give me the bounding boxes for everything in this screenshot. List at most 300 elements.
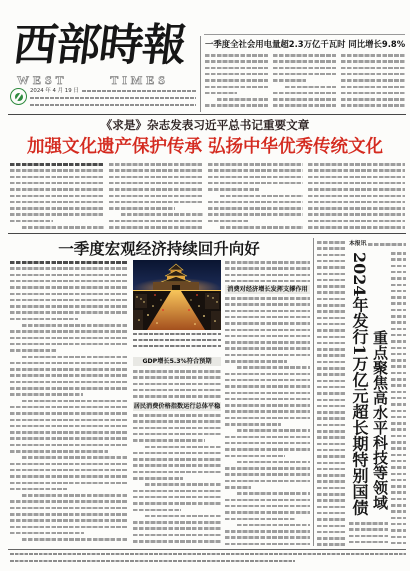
text-line xyxy=(308,213,405,216)
text-line xyxy=(391,271,406,274)
text-line xyxy=(391,403,406,406)
text-line xyxy=(273,104,336,107)
text-line xyxy=(308,207,405,210)
issue-date: 2024 年 4 月 19 日 xyxy=(30,88,79,94)
text-line xyxy=(341,60,405,63)
text-line xyxy=(10,305,128,308)
text-line xyxy=(10,220,53,223)
text-line xyxy=(133,414,221,417)
text-line xyxy=(341,92,405,95)
text-line xyxy=(133,370,221,373)
lead-story-kicker: 《求是》杂志发表习近平总书记重要文章 xyxy=(100,118,310,132)
text-line xyxy=(133,452,221,455)
text-line xyxy=(205,104,268,107)
economy-body-col-b-2 xyxy=(133,414,221,546)
section-rule xyxy=(8,233,406,234)
text-line xyxy=(317,247,345,250)
text-line xyxy=(10,188,104,191)
text-line xyxy=(391,422,406,425)
text-line xyxy=(145,446,221,449)
masthead-english-title: WEST TIMES xyxy=(17,73,169,87)
text-line xyxy=(308,169,405,172)
text-line xyxy=(317,348,345,351)
text-line xyxy=(391,485,406,488)
text-line xyxy=(225,373,310,376)
text-line xyxy=(205,67,268,70)
text-line xyxy=(10,368,128,371)
text-line xyxy=(317,279,345,282)
text-line xyxy=(10,393,83,396)
text-line xyxy=(285,86,336,89)
text-line xyxy=(317,499,345,502)
text-line xyxy=(391,536,406,539)
text-line xyxy=(317,399,345,402)
text-line xyxy=(225,267,310,270)
text-line xyxy=(317,354,345,357)
text-line xyxy=(145,483,221,486)
brief-top-rule xyxy=(204,34,405,35)
text-line xyxy=(225,310,310,313)
issue-meta xyxy=(30,88,196,108)
text-line xyxy=(317,405,345,408)
text-line xyxy=(10,286,128,289)
text-line xyxy=(317,392,345,395)
text-line xyxy=(317,455,345,458)
text-line xyxy=(225,398,310,401)
text-line xyxy=(10,349,57,352)
text-line xyxy=(391,428,406,431)
text-line xyxy=(317,487,345,490)
text-line xyxy=(10,207,104,210)
issue-date-row xyxy=(30,88,196,94)
text-line xyxy=(391,391,406,394)
masthead-bottom-rule xyxy=(8,114,406,115)
text-line xyxy=(273,54,336,57)
text-line xyxy=(308,226,405,229)
text-line xyxy=(391,410,406,413)
text-line xyxy=(341,104,405,107)
text-line xyxy=(10,513,128,516)
text-line xyxy=(391,529,406,532)
newspaper-logo-icon xyxy=(10,88,27,105)
text-line xyxy=(10,374,128,377)
text-line xyxy=(10,176,104,179)
text-line xyxy=(317,443,345,446)
text-line xyxy=(308,176,405,179)
text-line xyxy=(10,213,104,216)
bond-body-col-left xyxy=(317,241,345,546)
text-line xyxy=(10,299,128,302)
text-line xyxy=(10,553,406,555)
text-line xyxy=(349,541,388,544)
text-line xyxy=(391,460,406,463)
text-line xyxy=(10,507,128,510)
text-line xyxy=(205,79,268,82)
text-line xyxy=(317,480,345,483)
economy-body-col-a xyxy=(10,261,128,546)
text-line xyxy=(391,517,406,520)
footer-rule xyxy=(8,549,406,550)
text-line xyxy=(10,337,128,340)
text-line xyxy=(10,381,128,384)
text-line xyxy=(22,356,128,359)
text-line xyxy=(349,522,388,525)
text-line xyxy=(225,448,310,451)
text-line xyxy=(317,310,345,313)
text-line xyxy=(22,324,128,327)
lead-story-body-col-4 xyxy=(308,163,405,229)
lead-story-headline: 加强文化遗产保护传承 弘扬中华优秀传统文化 xyxy=(26,137,384,157)
text-line xyxy=(317,367,345,370)
text-line xyxy=(10,532,84,535)
text-line xyxy=(225,499,310,502)
text-line xyxy=(341,98,405,101)
economy-story-headline: 一季度宏观经济持续回升向好 xyxy=(58,239,260,258)
economy-body-col-c-2 xyxy=(225,297,310,546)
text-line xyxy=(208,188,259,191)
text-line xyxy=(22,226,104,229)
text-line xyxy=(109,182,203,185)
text-line xyxy=(341,67,405,70)
text-line xyxy=(317,436,345,439)
text-line xyxy=(225,280,310,283)
text-line xyxy=(10,463,128,466)
text-line xyxy=(109,169,203,172)
text-line xyxy=(133,395,221,398)
text-line xyxy=(225,480,310,483)
text-line xyxy=(317,531,345,534)
column-divider xyxy=(313,238,314,546)
text-line xyxy=(317,386,345,389)
text-line xyxy=(109,195,203,198)
text-line xyxy=(317,525,345,528)
text-line xyxy=(225,473,310,476)
text-line xyxy=(391,365,406,368)
text-line xyxy=(225,543,310,546)
text-line xyxy=(10,419,128,422)
text-line xyxy=(317,298,345,301)
text-line xyxy=(391,441,406,444)
text-line xyxy=(10,475,128,478)
text-line xyxy=(109,163,203,166)
text-line xyxy=(341,86,405,89)
text-line xyxy=(109,201,203,204)
text-line xyxy=(10,267,128,270)
text-line xyxy=(391,454,406,457)
text-line xyxy=(391,416,406,419)
text-line xyxy=(237,461,310,464)
text-line xyxy=(308,182,405,185)
photo-image xyxy=(133,260,221,330)
text-line xyxy=(10,519,128,522)
text-line xyxy=(317,266,345,269)
masthead-title: 西部時報 xyxy=(10,20,189,71)
text-line xyxy=(10,500,128,503)
issue-meta-line xyxy=(82,90,196,92)
text-line xyxy=(308,220,405,223)
text-line xyxy=(317,285,345,288)
text-line xyxy=(391,252,406,255)
text-line xyxy=(10,163,104,166)
text-line xyxy=(225,303,310,306)
text-line xyxy=(225,354,310,357)
text-line xyxy=(317,254,345,257)
text-line xyxy=(391,334,406,337)
text-line xyxy=(133,439,205,442)
text-line xyxy=(225,505,310,508)
text-line xyxy=(133,339,221,341)
text-line xyxy=(317,260,345,263)
text-line xyxy=(317,468,345,471)
text-line xyxy=(205,60,268,63)
text-line xyxy=(225,417,310,420)
text-line xyxy=(341,54,405,57)
text-line xyxy=(317,373,345,376)
text-line xyxy=(208,220,248,223)
text-line xyxy=(391,498,406,501)
text-line xyxy=(225,316,310,319)
text-line xyxy=(208,213,303,216)
lead-story-body-col-3 xyxy=(208,163,303,229)
text-line xyxy=(10,343,128,346)
text-line xyxy=(317,342,345,345)
text-line xyxy=(391,466,406,469)
masthead-divider xyxy=(200,36,201,112)
text-line xyxy=(133,540,221,543)
text-line xyxy=(220,195,303,198)
text-line xyxy=(317,273,345,276)
text-line xyxy=(10,169,104,172)
issue-meta-line xyxy=(30,104,196,106)
text-line xyxy=(133,333,221,335)
economy-subhead-consumption: 消费对经济增长发挥支撑作用 xyxy=(225,285,310,294)
text-line xyxy=(208,207,303,210)
text-line xyxy=(391,473,406,476)
text-line xyxy=(133,496,221,499)
text-line xyxy=(10,387,128,390)
text-line xyxy=(317,241,345,244)
text-line xyxy=(208,163,303,166)
text-line xyxy=(225,536,310,539)
text-line xyxy=(10,318,78,321)
bond-body-under-headline xyxy=(349,522,388,546)
text-line xyxy=(10,482,128,485)
text-line xyxy=(208,169,303,172)
brief-body-col-3 xyxy=(341,54,405,112)
text-line xyxy=(133,427,221,430)
text-line xyxy=(317,291,345,294)
text-line xyxy=(10,437,128,440)
text-line xyxy=(109,207,175,210)
text-line xyxy=(225,341,310,344)
text-line xyxy=(368,243,406,246)
text-line xyxy=(308,163,405,166)
text-line xyxy=(391,309,406,312)
text-line xyxy=(225,486,251,489)
text-line xyxy=(225,274,310,277)
footer-info xyxy=(10,553,406,566)
text-line xyxy=(391,435,406,438)
issue-meta-row xyxy=(30,102,196,108)
text-line xyxy=(10,450,108,453)
text-line xyxy=(10,274,128,277)
bond-headline-sub: 重点聚焦高水平科技等领域 xyxy=(371,330,389,510)
text-line xyxy=(391,353,406,356)
text-line xyxy=(225,404,310,407)
text-line xyxy=(10,261,128,264)
text-line xyxy=(10,406,128,409)
text-line xyxy=(133,534,221,537)
text-line xyxy=(225,329,310,332)
text-line xyxy=(391,372,406,375)
text-line xyxy=(10,425,128,428)
text-line xyxy=(225,436,310,439)
text-line xyxy=(133,420,221,423)
text-line xyxy=(10,182,104,185)
text-line xyxy=(133,376,221,379)
bond-headline-main: 2024年发行1万亿元超长期特别国债 xyxy=(350,252,369,516)
brief-body-col-2 xyxy=(273,54,336,112)
text-line xyxy=(317,424,345,427)
text-line xyxy=(391,296,406,299)
text-line xyxy=(391,328,406,331)
text-line xyxy=(208,201,303,204)
text-line xyxy=(10,526,128,529)
text-line xyxy=(225,261,310,264)
text-line xyxy=(225,530,310,533)
text-line xyxy=(391,479,406,482)
text-line xyxy=(391,321,406,324)
text-line xyxy=(273,73,336,76)
text-line xyxy=(317,317,345,320)
text-line xyxy=(205,73,268,76)
economy-body-col-b-1 xyxy=(133,370,221,400)
text-line xyxy=(308,195,405,198)
text-line xyxy=(225,423,281,426)
text-line xyxy=(237,366,310,369)
text-line xyxy=(225,455,285,458)
text-line xyxy=(308,201,405,204)
text-line xyxy=(10,412,128,415)
text-line xyxy=(109,226,203,229)
text-line xyxy=(133,490,221,493)
text-line xyxy=(317,474,345,477)
text-line xyxy=(225,347,310,350)
text-line xyxy=(217,98,268,101)
text-line xyxy=(349,528,388,531)
text-line xyxy=(133,471,221,474)
text-line xyxy=(208,182,303,185)
text-line xyxy=(273,67,336,70)
text-line xyxy=(391,447,406,450)
text-line xyxy=(10,431,128,434)
text-line xyxy=(391,359,406,362)
text-line xyxy=(273,60,336,63)
text-line xyxy=(237,429,310,432)
text-line xyxy=(225,379,310,382)
text-line xyxy=(133,521,221,524)
text-line xyxy=(205,92,237,95)
text-line xyxy=(317,329,345,332)
text-line xyxy=(237,524,310,527)
text-line xyxy=(391,315,406,318)
text-line xyxy=(225,442,310,445)
text-line xyxy=(391,347,406,350)
text-line xyxy=(225,297,310,300)
text-line xyxy=(391,504,406,507)
lead-story-body-col-2 xyxy=(109,163,203,229)
text-line xyxy=(237,492,310,495)
text-line xyxy=(10,444,128,447)
text-line xyxy=(317,361,345,364)
text-line xyxy=(22,494,128,497)
text-line xyxy=(273,92,336,95)
text-line xyxy=(317,506,345,509)
economy-subhead-cpi: 居民消费价格指数运行总体平稳 xyxy=(133,403,221,410)
text-line xyxy=(317,518,345,521)
text-line xyxy=(317,512,345,515)
text-line xyxy=(391,302,406,305)
text-line xyxy=(391,265,406,268)
text-line xyxy=(10,280,128,283)
text-line xyxy=(220,226,303,229)
text-line xyxy=(133,464,221,467)
text-line xyxy=(10,469,128,472)
text-line xyxy=(22,538,128,541)
lead-story-body-col-1 xyxy=(10,163,104,229)
economy-body-col-c-1 xyxy=(225,261,310,283)
text-line xyxy=(317,493,345,496)
text-line xyxy=(391,523,406,526)
text-line xyxy=(145,515,221,518)
text-line xyxy=(22,400,128,403)
text-line xyxy=(317,417,345,420)
text-line xyxy=(317,304,345,307)
text-line xyxy=(109,220,203,223)
text-line xyxy=(391,258,406,261)
text-line xyxy=(317,543,345,546)
text-line xyxy=(349,535,388,538)
text-line xyxy=(391,510,406,513)
text-line xyxy=(133,477,183,480)
text-line xyxy=(109,176,203,179)
text-line xyxy=(317,449,345,452)
issue-meta-line xyxy=(30,97,196,99)
text-line xyxy=(10,488,67,491)
text-line xyxy=(308,188,405,191)
text-line xyxy=(225,518,296,521)
text-line xyxy=(273,98,336,101)
text-line xyxy=(208,176,303,179)
text-line xyxy=(225,511,310,514)
text-line xyxy=(317,411,345,414)
text-line xyxy=(10,201,104,204)
text-line xyxy=(391,277,406,280)
text-line xyxy=(225,322,310,325)
text-line xyxy=(391,491,406,494)
text-line xyxy=(225,392,310,395)
text-line xyxy=(317,430,345,433)
text-line xyxy=(133,433,221,436)
bond-byline-row xyxy=(349,241,406,248)
text-line xyxy=(317,380,345,383)
text-line xyxy=(205,54,268,57)
text-line xyxy=(317,323,345,326)
text-line xyxy=(225,360,287,363)
text-line xyxy=(317,336,345,339)
text-line xyxy=(225,467,310,470)
bond-byline: 本报讯 xyxy=(349,241,367,247)
